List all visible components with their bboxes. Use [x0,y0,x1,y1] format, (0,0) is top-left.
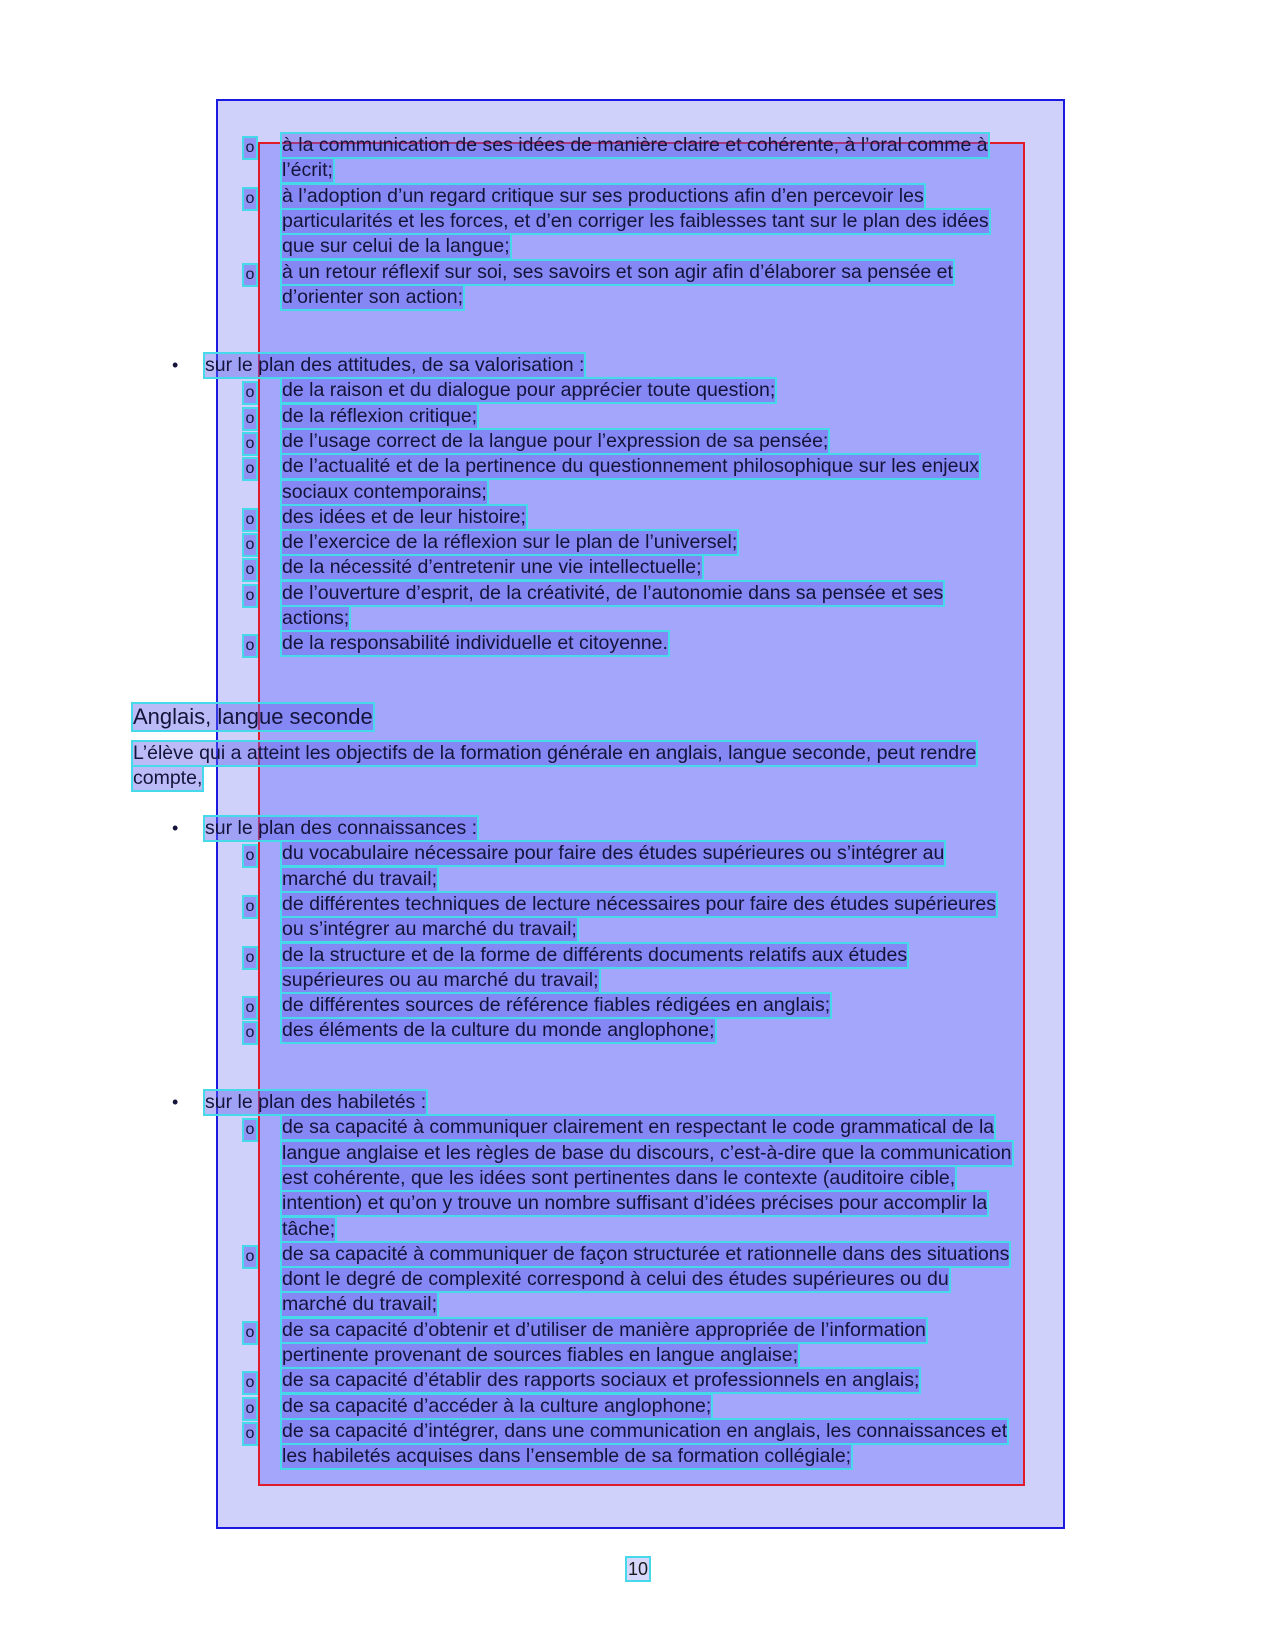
connaissances-section-title: sur le plan des connaissances : [205,817,478,839]
communication-list-bullet: o [245,265,255,283]
connaissances-list-item-line: marché du travail; [282,867,437,890]
section-intro-line: L’élève qui a atteint les objectifs de la formation générale en anglais, langue seconde, peut rendre [133,742,977,764]
attitudes-list-bullet: o [245,409,255,427]
habiletes-list-item-line: les habiletés acquises dans l’ensemble de sa formation collégiale; [282,1445,852,1468]
communication-list-item-line: à un retour réflexif sur soi, ses savoirs et son agir afin d’élaborer sa pensée et [282,260,953,283]
habiletes-list-item-line: tâche; [282,1217,336,1240]
attitudes-list-bullet: o [245,637,255,655]
attitudes-list-bullet: o [245,586,255,604]
attitudes-list-bullet: o [245,384,255,402]
communication-list-item-line: à l’adoption d’un regard critique sur ses productions afin d’en percevoir les [282,184,924,207]
attitudes-list-item-line: de l’actualité et de la pertinence du questionnement philosophique sur les enjeux [282,455,980,478]
connaissances-list-item-line: de la structure et de la forme de différents documents relatifs aux études [282,943,908,966]
connaissances-list-bullet: o [245,847,255,865]
habiletes-list-bullet: o [245,1121,255,1139]
habiletes-list-item-line: est cohérente, que les idées sont pertinentes dans le contexte (auditoire cible, [282,1166,956,1189]
communication-list-bullet: o [245,189,255,207]
section-intro-line: compte, [133,767,203,790]
connaissances-list-bullet: o [245,948,255,966]
attitudes-list-item-line: de la responsabilité individuelle et citoyenne. [282,632,668,655]
connaissances-list-item-line: du vocabulaire nécessaire pour faire des études supérieures ou s’intégrer au [282,842,945,865]
communication-list-item-line: d’orienter son action; [282,285,464,308]
habiletes-list-bullet: o [245,1374,255,1392]
attitudes-list-bullet: o [245,536,255,554]
attitudes-list-item-line: de la réflexion critique; [282,404,478,427]
attitudes-list-item-line: de la raison et du dialogue pour apprécier toute question; [282,379,776,402]
attitudes-list-item-line: de la nécessité d’entretenir une vie intellectuelle; [282,556,702,579]
communication-list-item-line: l’écrit; [282,159,333,182]
habiletes-list-item-line: de sa capacité à communiquer clairement en respectant le code grammatical de la [282,1116,995,1139]
attitudes-main-bullet: • [172,355,179,375]
habiletes-list-item-line: marché du travail; [282,1293,437,1316]
page-number: 10 [627,1559,649,1579]
communication-list-bullet: o [245,139,255,156]
communication-list-item-line: particularités et les forces, et d’en corriger les faiblesses tant sur le plan des idées [282,209,989,232]
attitudes-list-bullet: o [245,510,255,528]
attitudes-list-item-line: de l’ouverture d’esprit, de la créativité, de l’autonomie dans sa pensée et ses [282,581,944,604]
attitudes-list-bullet: o [245,434,255,452]
habiletes-list-item-line: de sa capacité d’obtenir et d’utiliser de manière appropriée de l’information [282,1318,926,1341]
habiletes-section-title: sur le plan des habiletés : [205,1091,427,1113]
connaissances-list-bullet: o [245,897,255,915]
attitudes-list-item-line: des idées et de leur histoire; [282,505,526,528]
habiletes-list-bullet: o [245,1399,255,1417]
attitudes-list-bullet: o [245,460,255,478]
section-heading: Anglais, langue seconde [133,704,373,729]
connaissances-list-item-line: ou s’intégrer au marché du travail; [282,918,577,941]
habiletes-list-item-line: dont le degré de complexité correspond à celui des études supérieures ou du [282,1268,949,1291]
attitudes-section-title: sur le plan des attitudes, de sa valorisation : [205,354,585,376]
connaissances-list-item-line: des éléments de la culture du monde anglophone; [282,1019,715,1042]
habiletes-list-bullet: o [245,1323,255,1341]
attitudes-list-item-line: sociaux contemporains; [282,480,487,503]
habiletes-list-item-line: de sa capacité à communiquer de façon structurée et rationnelle dans des situations [282,1242,1010,1265]
habiletes-main-bullet: • [172,1092,179,1112]
attitudes-list-item-line: de l’usage correct de la langue pour l’expression de sa pensée; [282,429,829,452]
communication-list-item-line: que sur celui de la langue; [282,235,510,258]
connaissances-list-bullet: o [245,999,255,1017]
connaissances-list-item-line: de différentes techniques de lecture nécessaires pour faire des études supérieures [282,892,996,915]
attitudes-list-bullet: o [245,561,255,579]
habiletes-list-item-line: intention) et qu’on y trouve un nombre suffisant d’idées précises pour accomplir la [282,1192,988,1215]
habiletes-list-item-line: langue anglaise et les règles de base du discours, c’est-à-dire que la communication [282,1141,1012,1164]
habiletes-list-item-line: pertinente provenant de sources fiables en langue anglaise; [282,1344,799,1366]
habiletes-list-item-line: de sa capacité d’intégrer, dans une communication en anglais, les connaissances et [282,1419,1008,1442]
connaissances-list-bullet: o [245,1024,255,1042]
habiletes-list-bullet: o [245,1247,255,1265]
habiletes-list-bullet: o [245,1424,255,1442]
habiletes-list-item-line: de sa capacité d’accéder à la culture anglophone; [282,1394,712,1417]
connaissances-list-item-line: de différentes sources de référence fiables rédigées en anglais; [282,994,831,1017]
attitudes-list-item-line: de l’exercice de la réflexion sur le plan de l’universel; [282,531,738,554]
connaissances-list-item-line: supérieures ou au marché du travail; [282,968,599,991]
communication-list-item-line: à la communication de ses idées de manière claire et cohérente, à l’oral comme à [282,134,988,156]
attitudes-list-item-line: actions; [282,607,350,629]
connaissances-main-bullet: • [172,818,179,838]
habiletes-list-item-line: de sa capacité d’établir des rapports sociaux et professionnels en anglais; [282,1369,920,1392]
